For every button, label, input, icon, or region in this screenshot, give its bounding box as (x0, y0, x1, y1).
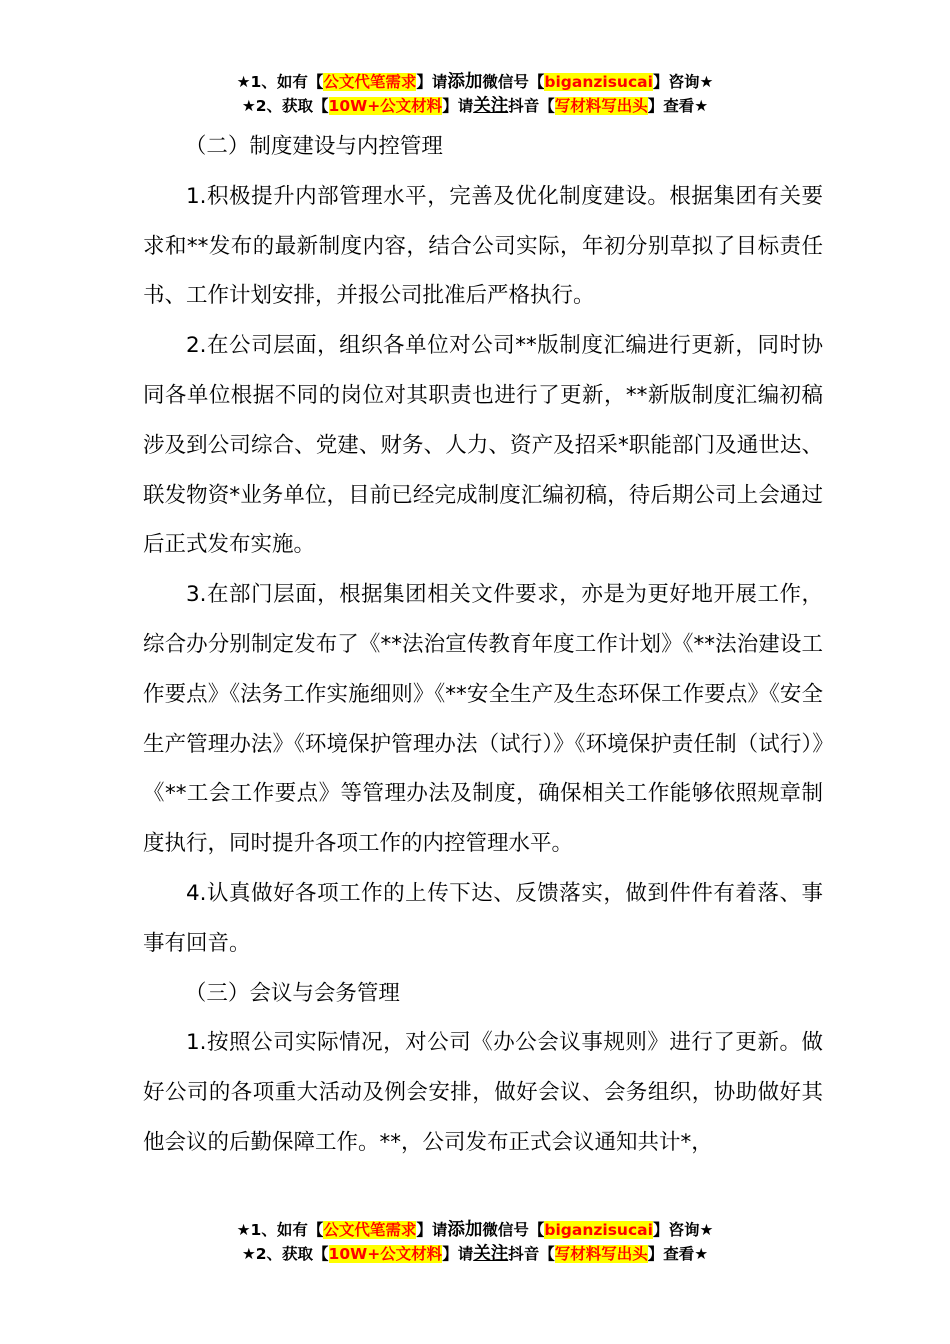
paragraph: 4.认真做好各项工作的上传下达、反馈落实，做到件件有着落、事事有回音。 (143, 880, 823, 956)
banner-text: 】请 (442, 1245, 474, 1263)
document-body (143, 122, 823, 1168)
banner-text: 】咨询★ (652, 73, 714, 91)
header-banner (0, 70, 950, 118)
banner-line-2 (0, 94, 950, 118)
banner-highlight: 公文代笔需求 (323, 1221, 417, 1239)
banner-highlight: biganzisucai (544, 73, 653, 91)
banner-text: ★2、获取【 (241, 1245, 329, 1263)
banner-text: ★1、如有【 (236, 73, 324, 91)
banner-text: 微信号【 (482, 73, 545, 91)
banner-text: 】请 (442, 97, 474, 115)
banner-highlight: 写材料写出头 (554, 97, 648, 115)
banner-highlight: biganzisucai (544, 1221, 653, 1239)
paragraph: 1.按照公司实际情况，对公司《办公会议事规则》进行了更新。做好公司的各项重大活动及例会安排，做好会议、会务组织，协助做好其他会议的后勤保障工作。**，公司发布正式会议通知共计*， (143, 1030, 823, 1155)
banner-text: 】查看★ (647, 1245, 709, 1263)
banner-text: 】查看★ (647, 97, 709, 115)
banner-line-1 (0, 70, 950, 94)
banner-line-1 (0, 1218, 950, 1242)
banner-emphasis: 添加 (447, 72, 483, 92)
banner-text: ★1、如有【 (236, 1221, 324, 1239)
banner-text: 】请 (416, 1221, 448, 1239)
banner-highlight: 写材料写出头 (554, 1245, 648, 1263)
banner-highlight: 10W+公文材料 (328, 1245, 443, 1263)
banner-emphasis: 添加 (447, 1220, 483, 1240)
banner-text: 抖音【 (508, 1245, 555, 1263)
banner-text: 抖音【 (508, 97, 555, 115)
banner-text: 】请 (416, 73, 448, 91)
paragraph: 1.积极提升内部管理水平，完善及优化制度建设。根据集团有关要求和**发布的最新制度内容，结合公司实际，年初分别草拟了目标责任书、工作计划安排，并报公司批准后严格执行。 (143, 183, 823, 309)
banner-highlight: 10W+公文材料 (328, 97, 443, 115)
banner-text: 微信号【 (482, 1221, 545, 1239)
paragraph: 3.在部门层面，根据集团相关文件要求，亦是为更好地开展工作，综合办分别制定发布了《**法治宣传教育年度工作计划》《**法治建设工作要点》《法务工作实施细则》《**安全生产及生态环保工作要点》《安全生产管理办法》《环境保护管理办法（试行）》《环境保护责任制（试行）》《**工会工作要点》等管理办法及制度，确保相关工作能够依照规章制度执行，同时提升各项工作的内控管理水平。 (143, 582, 823, 857)
section-heading: （三）会议与会务管理 (184, 980, 400, 1006)
banner-emphasis: 关注 (473, 96, 509, 116)
banner-highlight: 公文代笔需求 (323, 73, 417, 91)
banner-text: ★2、获取【 (241, 97, 329, 115)
banner-text: 】咨询★ (652, 1221, 714, 1239)
section-heading: （二）制度建设与内控管理 (184, 134, 443, 159)
banner-line-2 (0, 1242, 950, 1266)
footer-banner (0, 1218, 950, 1266)
banner-emphasis: 关注 (473, 1244, 509, 1264)
paragraph: 2.在公司层面，组织各单位对公司**版制度汇编进行更新，同时协同各单位根据不同的岗位对其职责也进行了更新，**新版制度汇编初稿涉及到公司综合、党建、财务、人力、资产及招采*职能部门及通世达、联发物资*业务单位，目前已经完成制度汇编初稿，待后期公司上会通过后正式发布实施。 (143, 333, 823, 558)
